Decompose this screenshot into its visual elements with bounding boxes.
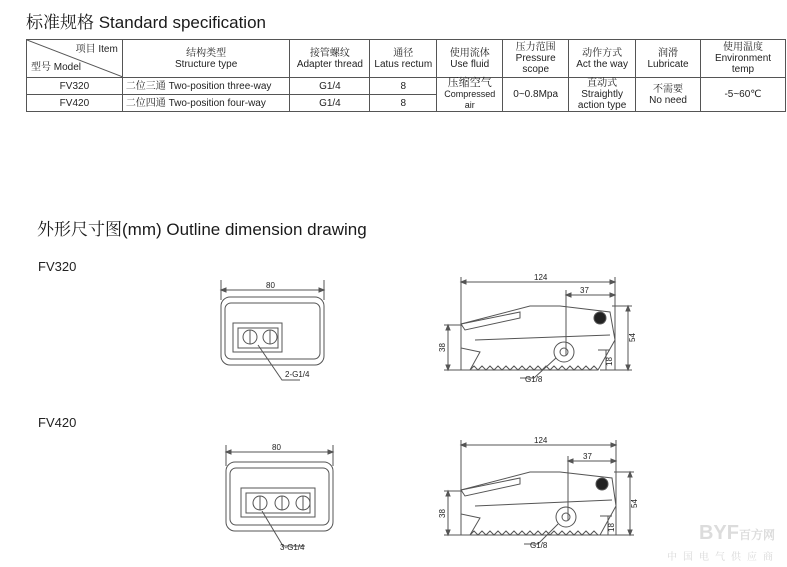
header-adapter-en: Adapter thread [296, 58, 363, 70]
side-length-dim: 124 [534, 273, 548, 282]
header-fluid-en: Use fluid [450, 58, 490, 70]
height-total-dim: 54 [630, 499, 639, 508]
row-model: FV320 [27, 78, 123, 95]
fv420-side-view [438, 436, 639, 550]
header-act-en: Act the way [576, 58, 628, 70]
height-base-dim: 18 [605, 357, 614, 366]
side-offset-dim: 37 [583, 452, 592, 461]
drawing-model-label: FV420 [38, 415, 77, 430]
header-env-en2: temp [731, 64, 755, 75]
row-adapter: G1/4 [290, 95, 370, 112]
header-fluid-cn: 使用流体 [449, 47, 490, 59]
header-pressure-cn: 压力范围 [515, 42, 556, 53]
header-env-cn: 使用温度 [723, 42, 763, 53]
header-model-label: 型号 Model [31, 62, 82, 73]
height-total-dim: 54 [628, 333, 637, 342]
side-offset-dim: 37 [580, 286, 589, 295]
row-adapter: G1/4 [290, 78, 370, 95]
act-en2: action type [577, 100, 627, 111]
fluid-cn: 压缩空气 [447, 77, 492, 89]
lubricate-cn: 不需要 [653, 83, 684, 95]
header-lubricate-cn: 润滑 [658, 47, 679, 59]
row-structure: 二位四通 Two-position four-way [122, 95, 290, 112]
row-latus: 8 [370, 78, 437, 95]
fv320-front-view [221, 280, 324, 380]
front-width-dim: 80 [272, 443, 281, 452]
side-port-label: G1/8 [530, 541, 548, 550]
header-latus-en: Latus rectum [374, 58, 433, 70]
fluid-en2: air [464, 100, 475, 110]
cell-pressure: 0~0.8Mpa [503, 78, 569, 112]
row-structure: 二位三通 Two-position three-way [122, 78, 290, 95]
fv420-front-view [226, 443, 333, 552]
row-latus: 8 [370, 95, 437, 112]
header-act-cn: 动作方式 [582, 47, 623, 59]
act-cn: 直动式 [587, 78, 618, 89]
port-label: 3-G1/4 [280, 543, 305, 552]
outline-heading: 外形尺寸图(mm) Outline dimension drawing [37, 220, 367, 239]
fluid-en1: Compressed [444, 89, 496, 99]
act-en1: Straightly [581, 89, 623, 100]
height-base-dim: 18 [607, 523, 616, 532]
header-item-label: 项目 Item [75, 44, 118, 55]
header-latus-cn: 通径 [393, 47, 414, 59]
row-model: FV420 [27, 95, 123, 112]
header-structure-cn: 结构类型 [186, 47, 227, 59]
header-pressure-en2: scope [522, 64, 550, 75]
watermark-logo: BYF百方网 [698, 522, 775, 544]
header-pressure-en1: Pressure [515, 53, 556, 64]
drawing-model-label: FV320 [38, 259, 77, 274]
header-env-en1: Environment [714, 53, 772, 64]
port-label: 2-G1/4 [285, 370, 310, 379]
front-width-dim: 80 [266, 281, 275, 290]
cell-env: -5~60℃ [701, 78, 786, 112]
header-lubricate-en: Lubricate [647, 58, 689, 70]
lubricate-en: No need [649, 94, 687, 106]
side-port-label: G1/8 [525, 375, 543, 384]
watermark-tagline: 中国电气供应商 [667, 552, 779, 563]
fv320-side-view [438, 273, 637, 384]
side-length-dim: 124 [534, 436, 548, 445]
header-structure-en: Structure type [175, 58, 238, 70]
spec-heading: 标准规格 Standard specification [26, 13, 266, 32]
height-body-dim: 38 [438, 343, 447, 352]
height-body-dim: 38 [438, 509, 447, 518]
header-adapter-cn: 接管螺纹 [309, 47, 350, 59]
